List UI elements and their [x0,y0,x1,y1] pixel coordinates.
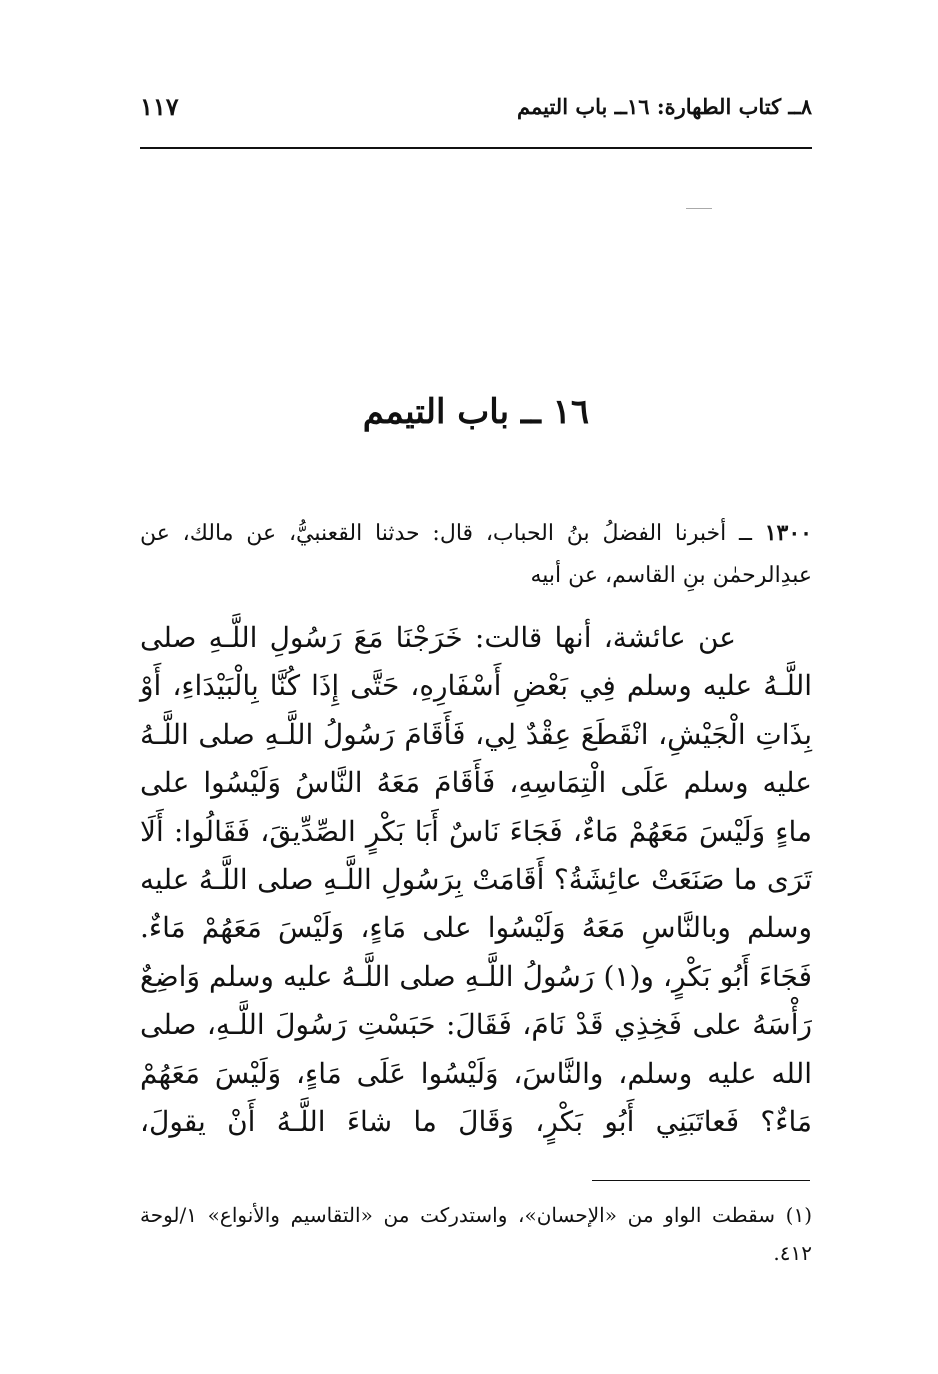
hadith-matn-paragraph [140,614,812,1146]
chapter-title: ١٦ ــ باب التيمم [362,392,590,432]
running-title: ٨ــ كتاب الطهارة: ١٦ــ باب التيمم [517,94,812,119]
header-rule [140,147,812,149]
hadith-isnad: ــ أخبرنا الفضلُ بنُ الحباب، قال: حدثنا القعنبيُّ، عن مالك، عن عبدِالرحمٰن بنِ القاسم، عن أبيه [140,521,812,588]
page-number: ١١٧ [140,92,179,121]
running-header [140,88,812,134]
hadith-isnad-paragraph [140,512,812,597]
scan-mark [686,208,712,209]
footnote: (١) سقطت الواو من «الإحسان»، واستدركت من «التقاسيم والأنواع» ١/لوحة ٤١٢. [140,1203,812,1265]
footnote-rule [592,1180,810,1181]
hadith-matn: عن عائشة، أنها قالت: خَرَجْنَا مَعَ رَسُولِ اللَّـهِ صلى اللَّـهُ عليه وسلم فِي بَعْضِ أَسْفَارِهِ، حَتَّى إِذَا كُنَّا بِالْبَيْدَاءِ، أَوْ بِذَاتِ الْجَيْشِ، انْقَطَعَ عِقْدٌ لِي، فَأَقَامَ رَسُولُ اللَّـهِ صلى اللَّـهُ عليه وسلم عَلَى الْتِمَاسِهِ، فَأَقَامَ مَعَهُ النَّاسُ وَلَيْسُوا على ماءٍ وَلَيْسَ مَعَهُمْ مَاءٌ، فَجَاءَ نَاسٌ أَبَا بَكْرٍ الصِّدِّيقَ، فَقَالُوا: أَلَا تَرَى ما صَنَعَتْ عائِشَةُ؟ أَقَامَتْ بِرَسُولِ اللَّـهِ صلى اللَّـهُ عليه وسلم وبالنَّاسِ مَعَهُ وَلَيْسُوا على مَاءٍ، وَلَيْسَ مَعَهُمْ مَاءٌ. فَجَاءَ أَبُو بَكْرٍ، و(١) رَسُولُ اللَّـهِ صلى اللَّـهُ عليه وسلم وَاضِعٌ رَأْسَهُ على فَخِذِي قَدْ نَامَ، فَقَالَ: حَبَسْتِ رَسُولَ اللَّـهِ، صلى الله عليه وسلم، والنَّاسَ، وَلَيْسُوا عَلَى مَاءٍ، وَلَيْسَ مَعَهُمْ مَاءٌ؟ فَعاتَبَنِي أَبُو بَكْرٍ، وَقَالَ ما شاءَ اللَّـهُ أَنْ يقولَ، [140,621,813,1139]
hadith-number: ١٣٠٠ [764,520,812,546]
